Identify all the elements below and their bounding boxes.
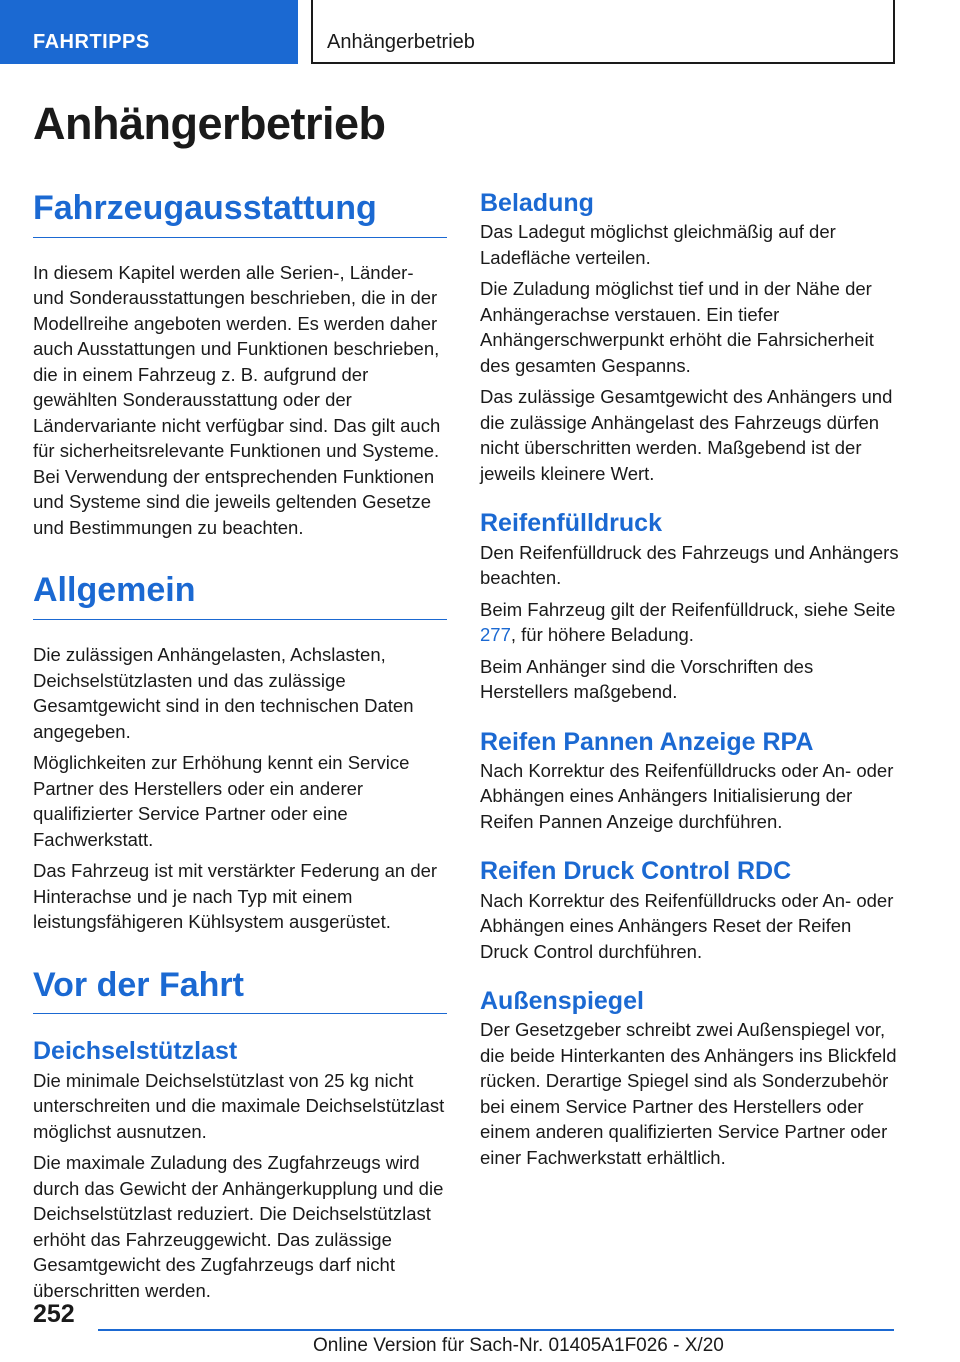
- heading-deichselstuetzlast: Deichselstützlast: [33, 1037, 238, 1066]
- paragraph-rdc: Nach Korrektur des Reifenfülldrucks oder An- oder Abhängen eines Anhängers Reset der Reifen Druck Control durchführen.: [480, 889, 894, 962]
- reifenfuelldruck-text-before: Beim Fahrzeug gilt der Reifenfülldruck, siehe Seite: [480, 598, 896, 620]
- footer-divider: [98, 1329, 894, 1331]
- paragraph-beladung-3: Das zulässige Gesamtgewicht des Anhängers und die zulässige Anhängelast des Fahrzeugs dürfen nicht überschritten werden. Maßgebend ist der jeweils kleinere Wert.: [480, 386, 893, 484]
- heading-aussenspiegel: Außenspiegel: [480, 987, 644, 1015]
- paragraph-deichsel-1: Die minimale Deichselstützlast von 25 kg nicht unterschreiten und die maximale Deichselstützlast möglichst ausnutzen.: [33, 1069, 445, 1142]
- paragraph-allgemein-2: Möglichkeiten zur Erhöhung kennt ein Service Partner des Herstellers oder ein anderer qualifizierter Service Partner oder eine Fachwerkstatt.: [33, 752, 410, 850]
- paragraph-deichsel-2: Die maximale Zuladung des Zugfahrzeugs wird durch das Gewicht der Anhängerkupplung und die Deichselstützlast reduziert. Die Deichselstützlast erhöht das Fahrzeuggewicht. Das zulässige Gesamtgewicht des Zugfahrzeugs darf nicht überschritten werden.: [33, 1152, 444, 1301]
- page-number: 252: [33, 1300, 75, 1328]
- heading-rpa: Reifen Pannen Anzeige RPA: [480, 727, 814, 756]
- page-header: [0, 0, 960, 64]
- left-column: [33, 188, 447, 1303]
- heading-rdc: Reifen Druck Control RDC: [480, 857, 792, 886]
- chapter-tab: Anhängerbetrieb: [311, 0, 895, 64]
- paragraph-beladung-1: Das Ladegut möglichst gleichmäßig auf der Ladefläche verteilen.: [480, 221, 836, 268]
- reifenfuelldruck-text-after: , für höhere Beladung.: [510, 624, 694, 645]
- paragraph-rpa: Nach Korrektur des Reifenfülldrucks oder An- oder Abhängen eines Anhängers Initialisierung der Reifen Pannen Anzeige durchführen.: [480, 759, 894, 832]
- heading-reifenfuelldruck: Reifenfülldruck: [480, 509, 662, 538]
- heading-beladung: Beladung: [480, 189, 594, 217]
- heading-vor-der-fahrt: Vor der Fahrt: [33, 965, 447, 1015]
- page-reference-link[interactable]: 277: [480, 624, 511, 645]
- paragraph-reifenfuelldruck-2: [480, 597, 900, 648]
- page-title: Anhängerbetrieb: [33, 98, 386, 149]
- paragraph-allgemein-1: Die zulässigen Anhängelasten, Achslasten, Deichselstützlasten und das zulässige Gesamtgewicht sind in den technischen Daten angegeben.: [33, 644, 414, 742]
- footer-text: Online Version für Sach-Nr. 01405A1F026 - X/20: [313, 1335, 724, 1356]
- paragraph-reifenfuelldruck-1: Den Reifenfülldruck des Fahrzeugs und Anhängers beachten.: [480, 541, 899, 588]
- heading-fahrzeugausstattung: Fahrzeugausstattung: [33, 188, 447, 238]
- heading-allgemein: Allgemein: [33, 570, 447, 620]
- paragraph-allgemein-3: Das Fahrzeug ist mit verstärkter Federung an der Hinterachse und je nach Typ mit einem leistungsfähigeren Kühlsystem ausgerüstet.: [33, 860, 438, 933]
- paragraph-aussenspiegel: Der Gesetzgeber schreibt zwei Außenspiegel vor, die beide Hinterkanten des Anhängers ins Blickfeld rücken. Derartige Spiegel sind als Sonderzubehör bei einem Service Partner des Herstellers oder einem anderen qualifizierten Service Partner oder einer Fachwerkstatt erhältlich.: [480, 1019, 897, 1168]
- paragraph-reifenfuelldruck-3: Beim Anhänger sind die Vorschriften des Herstellers maßgebend.: [480, 655, 814, 702]
- paragraph-fahrzeugausstattung: In diesem Kapitel werden alle Serien-, Länder- und Sonderausstattungen beschrieben, die in der Modellreihe angeboten werden. Es werden daher auch Ausstattungen und Funktionen beschrieben, die in einem Fahrzeug z. B. aufgrund der gewählten Sonderausstattung oder der Ländervariante nicht verfügbar sind. Das gilt auch für sicherheitsrelevante Funktionen und Systeme. Bei Verwendung der entsprechenden Funktionen und Systeme sind die jeweils geltenden Gesetze und Bestimmungen zu beachten.: [33, 261, 441, 538]
- right-column: [480, 188, 900, 1170]
- paragraph-beladung-2: Die Zuladung möglichst tief und in der Nähe der Anhängerachse verstauen. Ein tiefer Anhängerschwerpunkt erhöht die Fahrsicherheit des gesamten Gespanns.: [480, 278, 874, 376]
- section-tab: FAHRTIPPS: [0, 0, 298, 64]
